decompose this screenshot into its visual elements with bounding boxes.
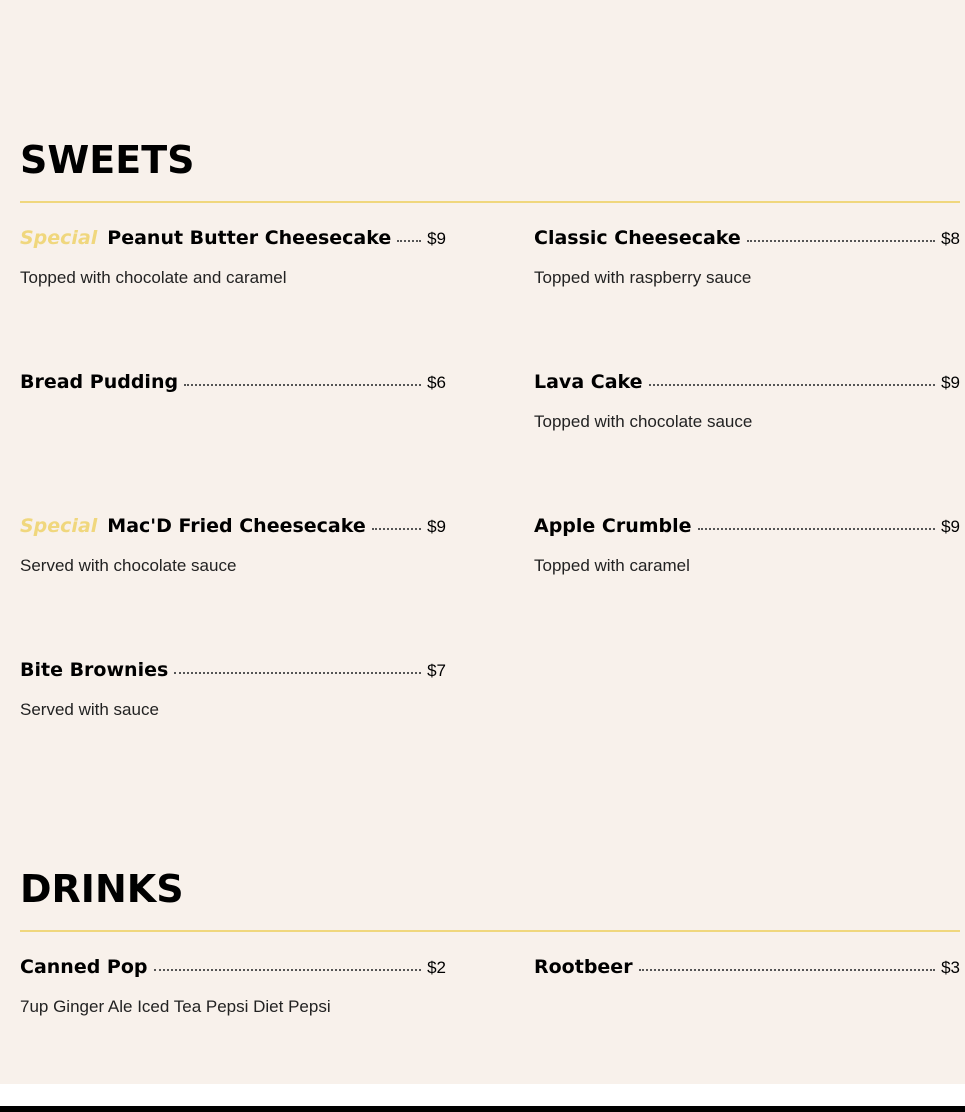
section-divider-sweets bbox=[20, 201, 960, 203]
item-name: Bread Pudding bbox=[20, 371, 179, 393]
item-price: $7 bbox=[427, 661, 446, 680]
menu-item-apple-crumble bbox=[534, 515, 960, 576]
dot-leader bbox=[397, 239, 421, 242]
dot-leader bbox=[154, 968, 422, 971]
menu-item-lava-cake bbox=[534, 371, 960, 432]
menu-item-bite-brownies bbox=[20, 659, 446, 720]
dot-leader bbox=[184, 383, 421, 386]
dot-leader bbox=[174, 671, 421, 674]
menu-item-bread-pudding bbox=[20, 371, 446, 399]
item-description: 7up Ginger Ale Iced Tea Pepsi Diet Pepsi bbox=[20, 997, 331, 1016]
item-name: Apple Crumble bbox=[534, 515, 692, 537]
menu-item-macd-fried-cheesecake bbox=[20, 515, 446, 576]
section-title-sweets: SWEETS bbox=[20, 138, 195, 182]
item-name: Bite Brownies bbox=[20, 659, 169, 681]
item-description: Topped with chocolate and caramel bbox=[20, 268, 287, 287]
item-description: Topped with chocolate sauce bbox=[534, 412, 753, 431]
menu-item-canned-pop bbox=[20, 956, 446, 1017]
item-price: $2 bbox=[427, 958, 446, 977]
footer-bar bbox=[0, 1106, 965, 1112]
item-description: Served with chocolate sauce bbox=[20, 556, 237, 575]
item-name: Lava Cake bbox=[534, 371, 643, 393]
dot-leader bbox=[747, 239, 935, 242]
section-title-drinks: DRINKS bbox=[20, 867, 184, 911]
dot-leader bbox=[372, 527, 421, 530]
section-divider-drinks bbox=[20, 930, 960, 932]
menu-item-rootbeer bbox=[534, 956, 960, 984]
item-name: Mac'D Fried Cheesecake bbox=[107, 515, 366, 537]
dot-leader bbox=[698, 527, 936, 530]
menu-item-peanut-butter-cheesecake bbox=[20, 227, 446, 288]
item-price: $9 bbox=[941, 373, 960, 392]
dot-leader bbox=[649, 383, 936, 386]
item-price: $6 bbox=[427, 373, 446, 392]
menu-item-classic-cheesecake bbox=[534, 227, 960, 288]
item-name: Rootbeer bbox=[534, 956, 633, 978]
dot-leader bbox=[639, 968, 936, 971]
item-description: Topped with caramel bbox=[534, 556, 690, 575]
item-price: $3 bbox=[941, 958, 960, 977]
item-price: $9 bbox=[427, 229, 446, 248]
item-description: Served with sauce bbox=[20, 700, 159, 719]
special-badge: Special bbox=[20, 227, 98, 249]
item-price: $9 bbox=[941, 517, 960, 536]
item-name: Canned Pop bbox=[20, 956, 148, 978]
item-name: Classic Cheesecake bbox=[534, 227, 741, 249]
special-badge: Special bbox=[20, 515, 98, 537]
item-price: $8 bbox=[941, 229, 960, 248]
item-price: $9 bbox=[427, 517, 446, 536]
item-name: Peanut Butter Cheesecake bbox=[107, 227, 392, 249]
item-description: Topped with raspberry sauce bbox=[534, 268, 752, 287]
